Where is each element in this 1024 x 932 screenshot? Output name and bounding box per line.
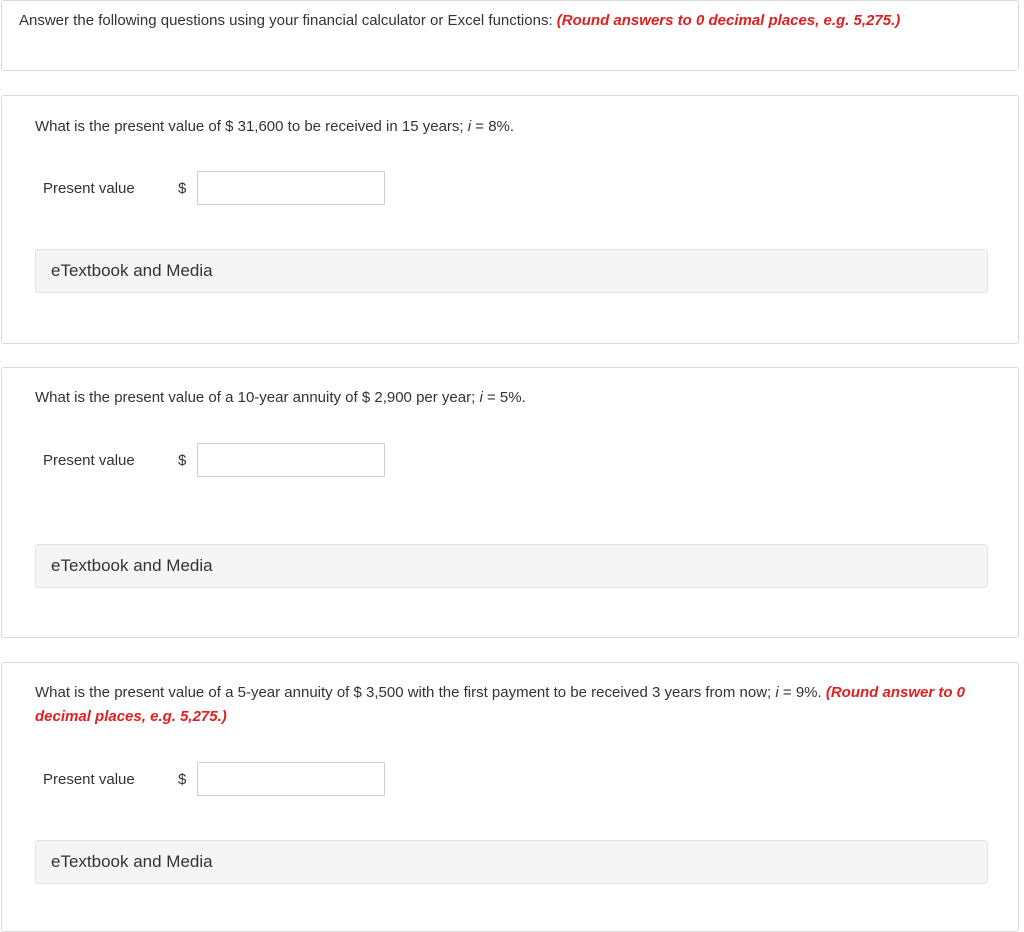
question-text-1 [35, 115, 975, 139]
question-text-3 [35, 681, 975, 729]
question-text-2 [35, 386, 975, 410]
instructions-panel [1, 0, 1019, 71]
currency-symbol: $ [178, 770, 187, 788]
question-prefix: What is the present value of a 10-year annuity of $ 2,900 per year; [35, 389, 480, 406]
present-value-input-1[interactable] [197, 171, 385, 205]
present-value-input-2[interactable] [197, 443, 385, 477]
question-suffix: = 5%. [482, 389, 526, 406]
interest-variable: i [479, 389, 483, 406]
question-prefix: What is the present value of $ 31,600 to be received in 15 years; [35, 118, 468, 135]
present-value-label: Present value [43, 770, 135, 788]
question-panel-2 [1, 367, 1019, 638]
instructions-text [19, 12, 900, 29]
currency-symbol: $ [178, 179, 187, 197]
answer-row-2 [43, 443, 385, 477]
present-value-input-3[interactable] [197, 762, 385, 796]
interest-variable: i [467, 118, 472, 135]
question-panel-3 [1, 662, 1019, 932]
answer-row-3 [43, 762, 385, 796]
question-panel-1 [1, 95, 1019, 344]
instructions-main: Answer the following questions using your financial calculator or Excel functions: [19, 12, 557, 29]
rounding-note: (Round answers to 0 decimal places, e.g. 5,275.) [556, 12, 901, 29]
question-rounding-note: (Round answer to 0 decimal places, e.g. 5,275.) [35, 684, 966, 725]
question-prefix: What is the present value of a 5-year annuity of $ 3,500 with the first payment to be received 3 years from now; [35, 684, 776, 701]
etextbook-media-button-2[interactable]: eTextbook and Media [35, 544, 988, 588]
interest-variable: i [775, 684, 779, 701]
etextbook-media-button-1[interactable]: eTextbook and Media [35, 249, 988, 293]
etextbook-media-button-3[interactable]: eTextbook and Media [35, 840, 988, 884]
question-suffix: = 8%. [471, 118, 515, 135]
answer-row-1 [43, 171, 385, 205]
question-suffix: = 9%. [778, 684, 826, 701]
present-value-label: Present value [43, 451, 135, 469]
currency-symbol: $ [178, 451, 187, 469]
present-value-label: Present value [43, 179, 135, 197]
